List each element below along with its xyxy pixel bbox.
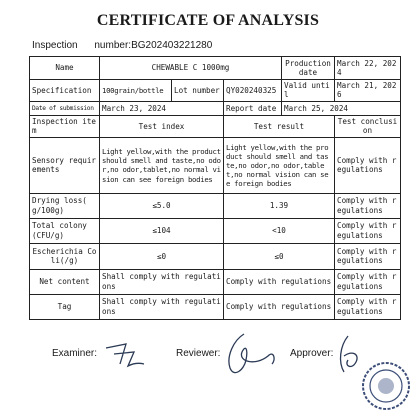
reviewer-signature <box>216 330 280 382</box>
document-title: CERTIFICATE OF ANALYSIS <box>96 12 320 29</box>
lot-number-label: Lot number <box>172 80 224 102</box>
table-header-row <box>30 115 401 137</box>
inspection-number-label: number: <box>94 40 132 51</box>
table-row <box>30 137 401 193</box>
row-conclusion: Comply with regulations <box>335 269 401 294</box>
submission-date-label: Date of submission <box>30 101 100 115</box>
production-date-label: Production date <box>282 57 335 80</box>
reviewer-label: Reviewer: <box>176 348 221 359</box>
column-header-test-index: Test index <box>100 115 224 137</box>
row-test-index: ≤5.0 <box>100 193 224 218</box>
row-test-index: ≤104 <box>100 218 224 243</box>
table-row <box>30 218 401 243</box>
column-header-test-conclusion: Test conclusion <box>335 115 401 137</box>
row-test-result: ≤0 <box>224 243 335 269</box>
row-conclusion: Comply with regulations <box>335 294 401 319</box>
row-test-result: Light yellow,with the product should smell and taste,no odor,no odor,tablet,no normal vision can see foreign bodies <box>224 137 335 193</box>
row-test-result: Comply with regulations <box>224 269 335 294</box>
table-row <box>30 294 401 319</box>
production-date-value: March 22, 2024 <box>335 57 401 80</box>
row-item: Total colony (CFU/g) <box>30 218 100 243</box>
specification-label: Specification <box>30 80 100 102</box>
report-date-label: Report date <box>224 101 282 115</box>
column-header-test-result: Test result <box>224 115 335 137</box>
submission-date-value: March 23, 2024 <box>100 101 224 115</box>
report-date-value: March 25, 2024 <box>282 101 401 115</box>
row-test-result: 1.39 <box>224 193 335 218</box>
table-row <box>30 243 401 269</box>
name-value: CHEWABLE C 1000mg <box>100 57 282 80</box>
row-item: Escherichia Coli(/g) <box>30 243 100 269</box>
column-header-inspection-item: Inspection item <box>30 115 100 137</box>
row-conclusion: Comply with regulations <box>335 243 401 269</box>
row-item: Sensory requirements <box>30 137 100 193</box>
row-item: Net content <box>30 269 100 294</box>
row-conclusion: Comply with regulations <box>335 193 401 218</box>
table-row <box>30 80 401 102</box>
table-row <box>30 193 401 218</box>
row-test-result: <10 <box>224 218 335 243</box>
row-test-index: Shall comply with regulations <box>100 269 224 294</box>
examiner-signature <box>100 340 150 372</box>
valid-until-value: March 21, 2026 <box>335 80 401 102</box>
row-test-index: Light yellow,with the product should smell and taste,no odor,no odor,tablet,no normal vision can see foreign bodies <box>100 137 224 193</box>
table-row <box>30 269 401 294</box>
examiner-label: Examiner: <box>52 348 98 359</box>
row-test-result: Comply with regulations <box>224 294 335 319</box>
row-conclusion: Comply with regulations <box>335 218 401 243</box>
specification-value: 100grain/bottle <box>100 80 172 102</box>
row-conclusion: Comply with regulations <box>335 137 401 193</box>
row-item: Drying loss( g/100g) <box>30 193 100 218</box>
valid-until-label: Valid until <box>282 80 335 102</box>
certificate-table <box>29 56 401 320</box>
table-row <box>30 101 401 115</box>
signature-row <box>0 344 416 384</box>
row-item: Tag <box>30 294 100 319</box>
table-row <box>30 57 401 80</box>
stamp-seal <box>360 360 412 412</box>
inspection-number: BG202403221280 <box>131 40 213 51</box>
approver-label: Approver: <box>290 348 334 359</box>
inspection-number-line <box>32 40 212 51</box>
row-test-index: Shall comply with regulations <box>100 294 224 319</box>
name-label: Name <box>30 57 100 80</box>
inspection-label: Inspection <box>32 40 78 51</box>
lot-number-value: QY020240325 <box>224 80 282 102</box>
row-test-index: ≤0 <box>100 243 224 269</box>
